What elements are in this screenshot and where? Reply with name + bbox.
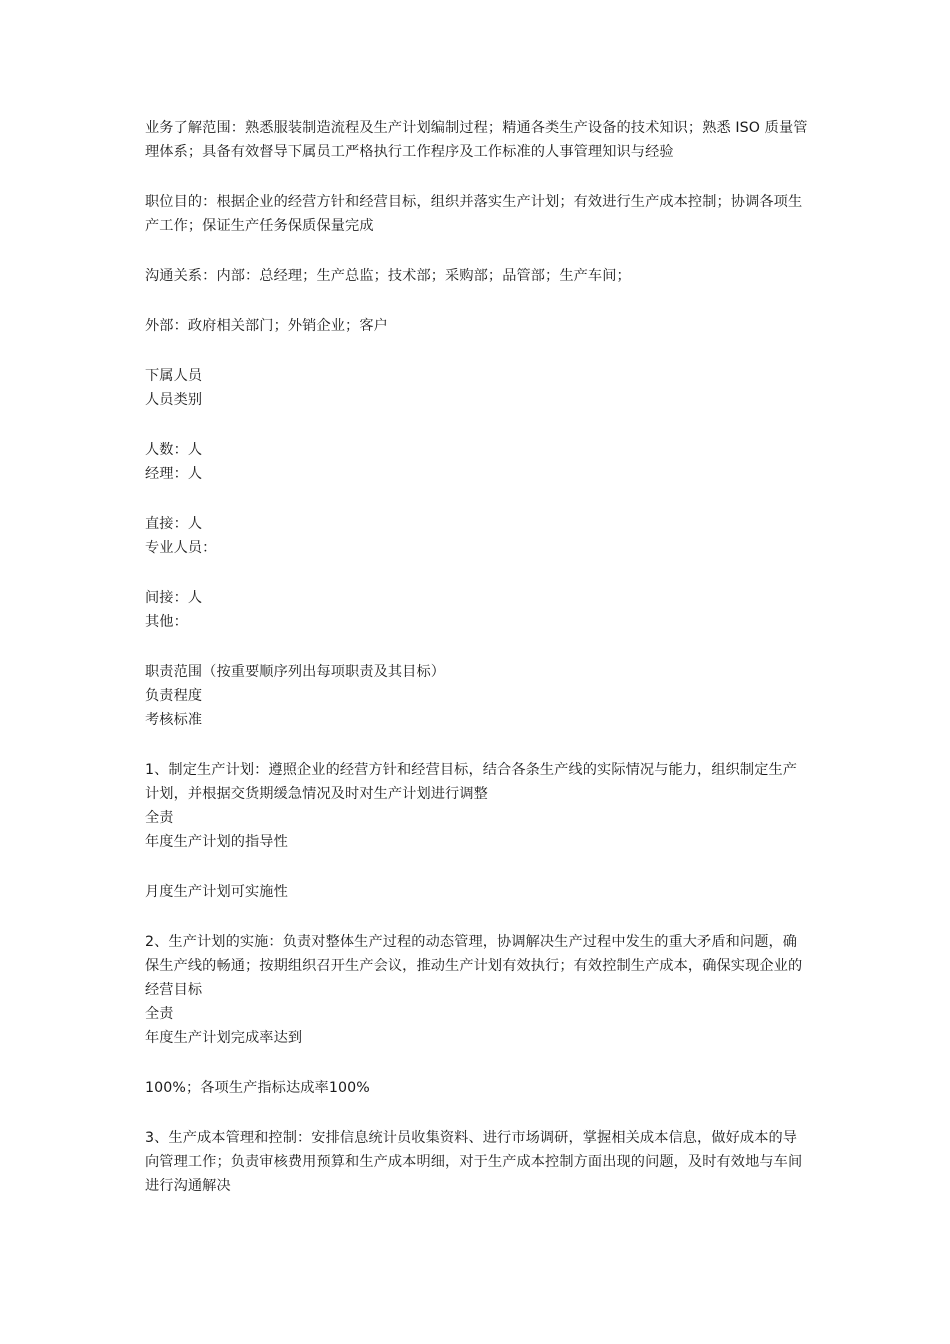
duty-item-2-criteria-1: 年度生产计划完成率达到 [145,1030,303,1046]
headcount-line: 人数：人 [145,442,203,458]
communication-external: 外部：政府相关部门；外销企业；客户 [145,318,388,334]
direct-line: 直接：人 [145,516,203,532]
assessment-criteria-header: 考核标准 [145,712,203,728]
business-scope-paragraph: 业务了解范围：熟悉服装制造流程及生产计划编制过程；精通各类生产设备的技术知识；熟悉 ISO 质量管理体系；具备有效督导下属员工严格执行工作程序及工作标准的人事管理知识与经验 [145,120,808,160]
duty-scope-header: 职责范围（按重要顺序列出每项职责及其目标） [145,664,446,680]
document-body [145,116,810,1198]
duty-item-1-criteria-2: 月度生产计划可实施性 [145,884,288,900]
manager-line: 经理：人 [145,466,203,482]
other-line: 其他： [145,614,188,630]
duty-item-2-responsibility: 全责 [145,1006,174,1022]
duty-item-1-criteria-1: 年度生产计划的指导性 [145,834,288,850]
communication-internal: 沟通关系：内部：总经理；生产总监；技术部；采购部；品管部；生产车间； [145,268,631,284]
duty-item-2-criteria-2: 100%；各项生产指标达成率100% [145,1080,370,1096]
duty-item-3-text: 3、生产成本管理和控制：安排信息统计员收集资料、进行市场调研，掌握相关成本信息，做好成本的导向管理工作；负责审核费用预算和生产成本明细，对于生产成本控制方面出现的问题，及时有效地与车间进行沟通解决 [145,1130,803,1194]
duty-item-1-responsibility: 全责 [145,810,174,826]
duty-item-2-text: 2、生产计划的实施：负责对整体生产过程的动态管理，协调解决生产过程中发生的重大矛盾和问题，确保生产线的畅通；按期组织召开生产会议，推动生产计划有效执行；有效控制生产成本，确保实现企业的经营目标 [145,934,803,998]
subordinates-title: 下属人员 [145,368,203,384]
staff-category-label: 人员类别 [145,392,203,408]
indirect-line: 间接：人 [145,590,203,606]
position-purpose-paragraph: 职位目的：根据企业的经营方针和经营目标，组织并落实生产计划；有效进行生产成本控制；协调各项生产工作；保证生产任务保质保量完成 [145,194,803,234]
duty-item-1-text: 1、制定生产计划：遵照企业的经营方针和经营目标，结合各条生产线的实际情况与能力，组织制定生产计划，并根据交货期缓急情况及时对生产计划进行调整 [145,762,798,802]
responsibility-degree-header: 负责程度 [145,688,203,704]
professional-line: 专业人员： [145,540,217,556]
